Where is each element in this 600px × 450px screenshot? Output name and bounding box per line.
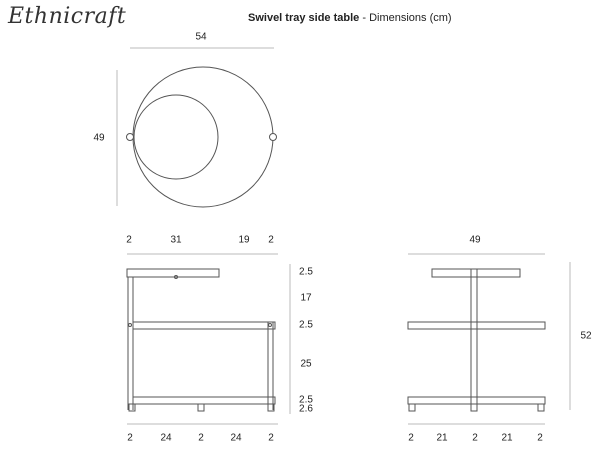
side-bottom-label: 2 — [408, 432, 414, 444]
front-top-label: 2 — [268, 234, 274, 246]
page-title — [248, 12, 452, 24]
front-height-label: 2.6 — [299, 403, 313, 415]
front-top-label: 31 — [170, 234, 182, 246]
side-bottom-label: 2 — [537, 432, 543, 444]
side-tray — [432, 269, 520, 277]
front-bottom-label: 2 — [268, 432, 274, 444]
front-bottom-shelf — [133, 397, 275, 404]
front-bottom-label: 2 — [198, 432, 204, 444]
front-view — [127, 254, 290, 424]
front-bottom-label: 24 — [230, 432, 242, 444]
tabletop-circle — [133, 67, 273, 207]
side-height-label: 52 — [580, 330, 592, 342]
product-name: Swivel tray side table — [248, 12, 360, 24]
front-tray — [127, 269, 219, 277]
left-pivot-knob — [127, 134, 134, 141]
swivel-tray-circle — [134, 95, 218, 179]
brand-logo: Ethnicraft — [8, 4, 127, 29]
front-middle-shelf — [133, 322, 275, 329]
front-foot-middle — [198, 404, 204, 411]
front-foot-left — [129, 404, 135, 411]
front-height-label: 2.5 — [299, 319, 313, 331]
top-view — [117, 48, 277, 207]
front-bottom-label: 24 — [160, 432, 172, 444]
side-bottom-label: 21 — [501, 432, 513, 444]
side-foot-right — [538, 404, 544, 411]
front-top-label: 19 — [238, 234, 250, 246]
front-height-label: 2.5 — [299, 394, 313, 406]
side-foot-left — [409, 404, 415, 411]
side-width-label: 49 — [469, 234, 481, 246]
side-foot-middle — [471, 404, 477, 411]
front-height-label: 2.5 — [299, 266, 313, 278]
side-bottom-label: 2 — [472, 432, 478, 444]
top-depth-label: 49 — [93, 132, 105, 144]
side-view — [408, 254, 570, 424]
title-separator: - — [359, 12, 370, 24]
right-pivot-knob — [270, 134, 277, 141]
title-subtitle: Dimensions (cm) — [369, 12, 452, 24]
top-width-label: 54 — [195, 31, 207, 43]
front-bottom-label: 2 — [127, 432, 133, 444]
front-top-label: 2 — [126, 234, 132, 246]
front-height-label: 17 — [300, 292, 312, 304]
side-bottom-label: 21 — [436, 432, 448, 444]
front-height-label: 25 — [300, 358, 312, 370]
